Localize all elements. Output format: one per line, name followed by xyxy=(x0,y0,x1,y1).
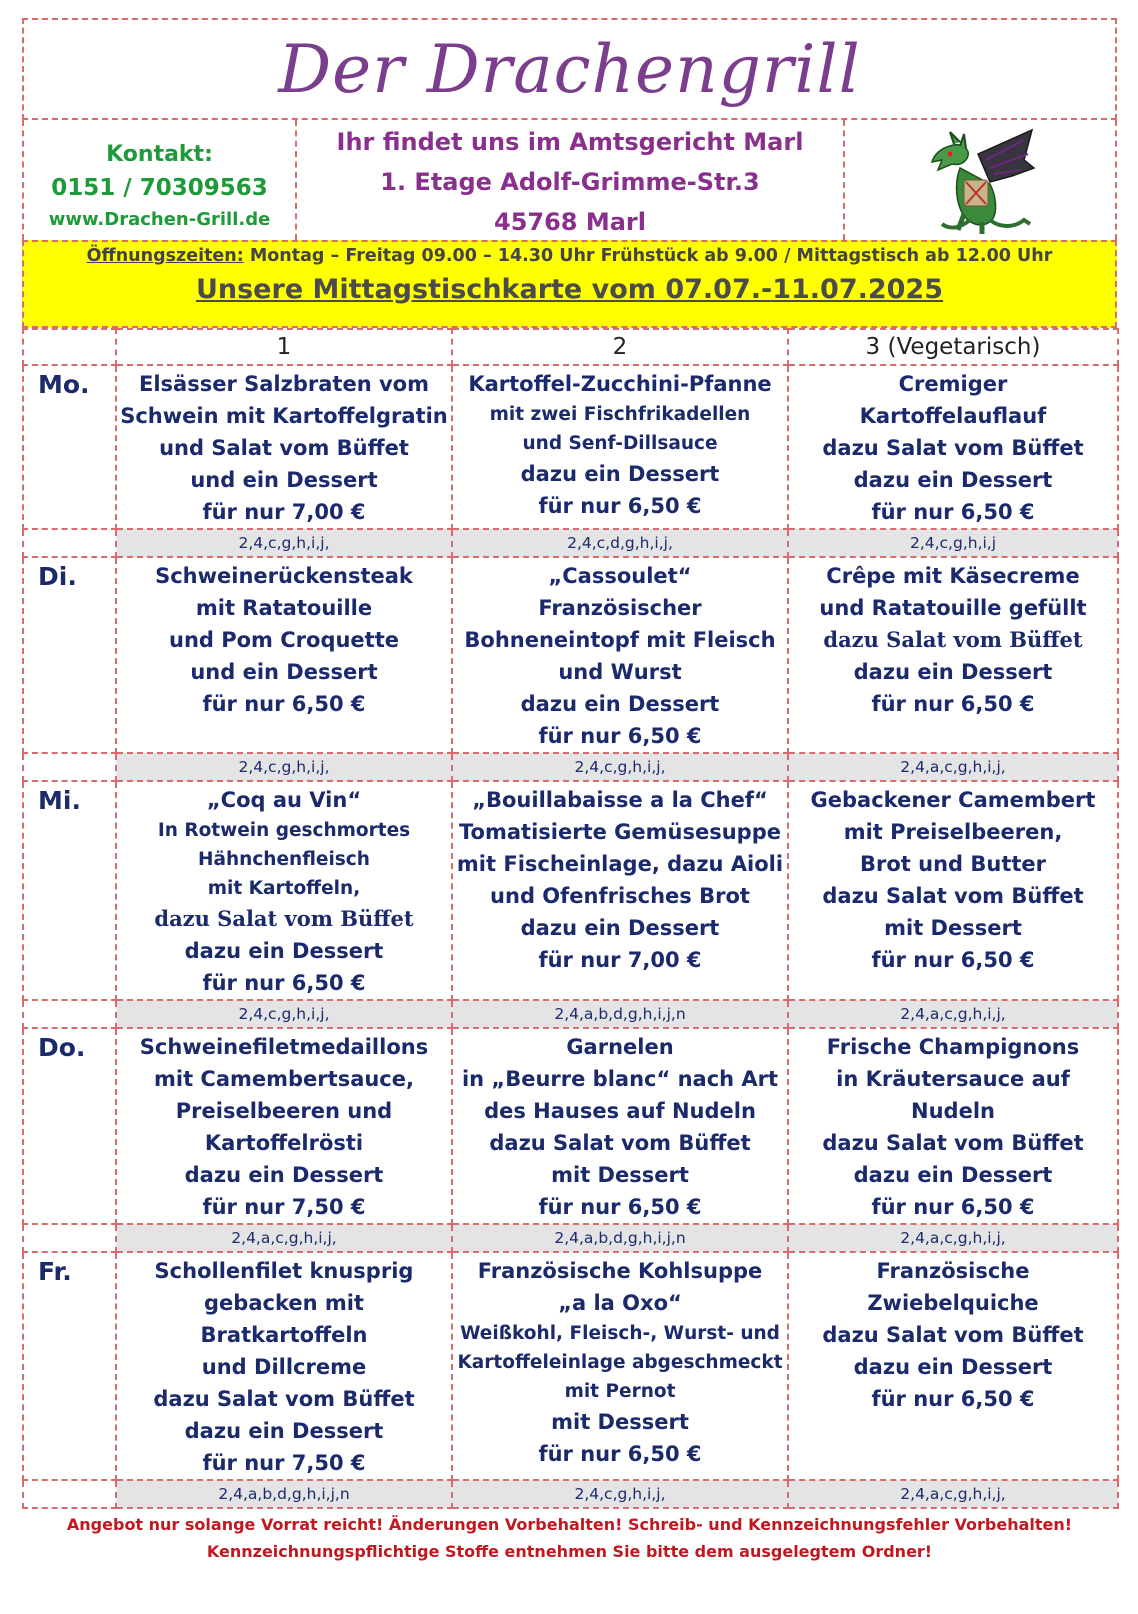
dish-price: für nur 6,50 € xyxy=(871,500,1035,524)
dish-price: für nur 7,50 € xyxy=(202,1195,366,1219)
dish-line: mit Pernot xyxy=(564,1381,676,1402)
dish-line: Kartoffelrösti xyxy=(204,1131,364,1155)
dish-cell xyxy=(788,1252,1118,1480)
hours-label: Öffnungszeiten: xyxy=(86,246,244,266)
dish-line: dazu ein Dessert xyxy=(184,1419,384,1443)
dish-line: Tomatisierte Gemüsesuppe xyxy=(459,820,781,844)
dish-line: Gebackener Camembert xyxy=(810,788,1096,812)
footer xyxy=(22,1511,1117,1565)
menu-row xyxy=(23,365,1118,529)
dish-line: dazu ein Dessert xyxy=(520,692,720,716)
dish-line: des Hauses auf Nudeln xyxy=(484,1099,756,1123)
allergen-spacer xyxy=(23,1480,116,1508)
dish-line: dazu ein Dessert xyxy=(853,660,1053,684)
dish-line: und Wurst xyxy=(558,660,682,684)
dish-line: und Dillcreme xyxy=(201,1355,367,1379)
allergen-codes: 2,4,a,b,d,g,h,i,j,n xyxy=(452,1000,788,1028)
dish-price: für nur 6,50 € xyxy=(538,724,702,748)
dish-line: dazu Salat vom Büffet xyxy=(489,1131,751,1155)
dish-line: mit Kartoffeln, xyxy=(207,878,361,899)
week-title: Unsere Mittagstischkarte vom 07.07.-11.07.2025 xyxy=(195,274,944,305)
allergen-codes: 2,4,c,g,h,i,j, xyxy=(452,1480,788,1508)
dish-line: in Kräutersauce auf xyxy=(836,1067,1070,1091)
allergen-codes: 2,4,c,g,h,i,j, xyxy=(116,529,452,557)
allergen-row xyxy=(23,1480,1118,1508)
allergen-spacer xyxy=(23,1224,116,1252)
allergen-row xyxy=(23,1224,1118,1252)
footer-line-1: Angebot nur solange Vorrat reicht! Änderungen Vorbehalten! Schreib- und Kennzeichnungsfehler Vorbehalten! xyxy=(66,1515,1073,1534)
allergen-spacer xyxy=(23,1000,116,1028)
allergen-codes: 2,4,c,g,h,i,j, xyxy=(116,1000,452,1028)
dish-cell xyxy=(452,781,788,1000)
dish-cell xyxy=(452,1252,788,1480)
dish-line: und Salat vom Büffet xyxy=(159,436,409,460)
dish-price: für nur 7,00 € xyxy=(538,948,702,972)
dish-price: für nur 6,50 € xyxy=(538,494,702,518)
dish-line: „a la Oxo“ xyxy=(558,1291,682,1315)
contact-website[interactable]: www.Drachen-Grill.de xyxy=(48,209,271,230)
dish-line: dazu Salat vom Büffet xyxy=(154,906,414,931)
dish-line: und Pom Croquette xyxy=(169,628,399,652)
dish-line: dazu Salat vom Büffet xyxy=(822,1131,1084,1155)
dish-line: und ein Dessert xyxy=(190,660,378,684)
dish-price: für nur 6,50 € xyxy=(202,971,366,995)
dish-line: Bohneneintopf mit Fleisch xyxy=(464,628,776,652)
dish-line: dazu Salat vom Büffet xyxy=(153,1387,415,1411)
contact-label: Kontakt: xyxy=(106,142,213,167)
title-row xyxy=(22,18,1117,120)
menu-row xyxy=(23,1028,1118,1224)
hours-banner xyxy=(22,240,1117,328)
info-row xyxy=(22,120,1117,240)
dish-line: „Cassoulet“ xyxy=(548,564,692,588)
dish-line: In Rotwein geschmortes xyxy=(157,820,411,841)
dish-cell xyxy=(116,365,452,529)
dish-line: dazu ein Dessert xyxy=(853,1355,1053,1379)
allergen-codes: 2,4,a,b,d,g,h,i,j,n xyxy=(452,1224,788,1252)
day-label: Mi. xyxy=(23,781,116,1000)
dish-line: dazu Salat vom Büffet xyxy=(822,884,1084,908)
menu-sheet xyxy=(22,18,1117,1565)
dish-line: dazu ein Dessert xyxy=(520,916,720,940)
dish-price: für nur 7,00 € xyxy=(202,500,366,524)
dish-price: für nur 6,50 € xyxy=(871,692,1035,716)
dish-line: dazu ein Dessert xyxy=(853,1163,1053,1187)
dish-cell xyxy=(116,557,452,753)
dish-line: Schweinefiletmedaillons xyxy=(139,1035,429,1059)
corner-cell xyxy=(23,329,116,365)
menu-row xyxy=(23,781,1118,1000)
dish-line: dazu Salat vom Büffet xyxy=(822,1323,1084,1347)
dish-price: für nur 6,50 € xyxy=(871,948,1035,972)
dish-cell xyxy=(788,781,1118,1000)
day-label: Fr. xyxy=(23,1252,116,1480)
dish-line: Kartoffel-Zucchini-Pfanne xyxy=(468,372,772,396)
day-label: Di. xyxy=(23,557,116,753)
dish-line: dazu ein Dessert xyxy=(853,468,1053,492)
dragon-icon xyxy=(920,124,1040,236)
dish-line: Elsässer Salzbraten vom xyxy=(139,372,429,396)
column-header-1: 1 xyxy=(116,329,452,365)
dish-line: Nudeln xyxy=(911,1099,995,1123)
dish-line: Crêpe mit Käsecreme xyxy=(826,564,1080,588)
dish-line: Brot und Butter xyxy=(859,852,1047,876)
dish-price: für nur 6,50 € xyxy=(538,1195,702,1219)
dish-price: für nur 6,50 € xyxy=(871,1195,1035,1219)
dish-line: „Bouillabaisse a la Chef“ xyxy=(472,788,768,812)
dish-line: Zwiebelquiche xyxy=(867,1291,1039,1315)
dish-line: Hähnchenfleisch xyxy=(198,849,370,870)
dish-cell xyxy=(788,557,1118,753)
dish-cell xyxy=(788,1028,1118,1224)
dish-line: Preiselbeeren und xyxy=(175,1099,393,1123)
day-label: Mo. xyxy=(23,365,116,529)
allergen-spacer xyxy=(23,753,116,781)
dish-line: dazu ein Dessert xyxy=(184,939,384,963)
dish-line: dazu Salat vom Büffet xyxy=(822,436,1084,460)
contact-block xyxy=(24,120,297,240)
menu-row xyxy=(23,1252,1118,1480)
dish-line: Schweinerückensteak xyxy=(155,564,413,588)
dish-line: dazu Salat vom Büffet xyxy=(823,627,1083,652)
dish-line: mit Camembertsauce, xyxy=(154,1067,414,1091)
footer-line-2: Kennzeichnungspflichtige Stoffe entnehmen Sie bitte dem ausgelegtem Ordner! xyxy=(206,1542,933,1561)
dish-line: Frische Champignons xyxy=(826,1035,1080,1059)
address-line-2: 1. Etage Adolf-Grimme-Str.3 xyxy=(380,168,760,196)
allergen-spacer xyxy=(23,529,116,557)
column-header-3: 3 (Vegetarisch) xyxy=(788,329,1118,365)
menu-table xyxy=(22,328,1119,1509)
allergen-codes: 2,4,c,g,h,i,j xyxy=(788,529,1118,557)
allergen-codes: 2,4,c,g,h,i,j, xyxy=(116,753,452,781)
dish-line: Schwein mit Kartoffelgratin xyxy=(120,404,448,428)
column-header-2: 2 xyxy=(452,329,788,365)
allergen-codes: 2,4,a,c,g,h,i,j, xyxy=(788,753,1118,781)
dish-line: Französische xyxy=(876,1259,1030,1283)
dish-price: für nur 6,50 € xyxy=(871,1387,1035,1411)
dish-line: und Ratatouille gefüllt xyxy=(819,596,1087,620)
column-header-row xyxy=(23,329,1118,365)
dish-cell xyxy=(452,1028,788,1224)
dish-line: Schollenfilet knusprig xyxy=(154,1259,414,1283)
dish-line: mit Dessert xyxy=(884,916,1022,940)
dish-line: dazu ein Dessert xyxy=(184,1163,384,1187)
dish-line: in „Beurre blanc“ nach Art xyxy=(461,1067,779,1091)
dish-price: für nur 7,50 € xyxy=(202,1451,366,1475)
address-block xyxy=(297,120,845,240)
dish-cell xyxy=(116,781,452,1000)
dish-line: mit Dessert xyxy=(551,1163,689,1187)
dish-price: für nur 6,50 € xyxy=(538,1442,702,1466)
dish-line: Französischer xyxy=(538,596,702,620)
dish-line: und ein Dessert xyxy=(190,468,378,492)
allergen-row xyxy=(23,753,1118,781)
logo-cell xyxy=(845,120,1115,240)
dish-line: mit zwei Fischfrikadellen xyxy=(489,404,751,425)
dish-line: und Senf-Dillsauce xyxy=(522,433,718,454)
dish-line: und Ofenfrisches Brot xyxy=(490,884,750,908)
dish-line: Kartoffelauflauf xyxy=(859,404,1047,428)
restaurant-title: Der Drachengrill xyxy=(278,30,861,108)
dish-price: für nur 6,50 € xyxy=(202,692,366,716)
dish-line: mit Dessert xyxy=(551,1410,689,1434)
allergen-codes: 2,4,a,c,g,h,i,j, xyxy=(788,1224,1118,1252)
dish-cell xyxy=(452,557,788,753)
allergen-codes: 2,4,a,b,d,g,h,i,j,n xyxy=(116,1480,452,1508)
dish-cell xyxy=(116,1252,452,1480)
hours-text: Montag – Freitag 09.00 – 14.30 Uhr Frühstück ab 9.00 / Mittagstisch ab 12.00 Uhr xyxy=(243,246,1053,266)
menu-row xyxy=(23,557,1118,753)
allergen-row xyxy=(23,1000,1118,1028)
dish-line: Garnelen xyxy=(566,1035,674,1059)
dish-line: gebacken mit Bratkartoffeln xyxy=(200,1291,368,1347)
allergen-row xyxy=(23,529,1118,557)
opening-hours xyxy=(24,242,1115,266)
dish-cell xyxy=(788,365,1118,529)
dish-cell xyxy=(116,1028,452,1224)
dish-line: Cremiger xyxy=(898,372,1008,396)
allergen-codes: 2,4,a,c,g,h,i,j, xyxy=(788,1480,1118,1508)
dish-line: mit Preiselbeeren, xyxy=(843,820,1063,844)
dish-line: dazu ein Dessert xyxy=(520,462,720,486)
day-label: Do. xyxy=(23,1028,116,1224)
dish-line: Französische Kohlsuppe xyxy=(477,1259,763,1283)
allergen-codes: 2,4,c,d,g,h,i,j, xyxy=(452,529,788,557)
allergen-codes: 2,4,a,c,g,h,i,j, xyxy=(116,1224,452,1252)
address-line-1: Ihr findet uns im Amtsgericht Marl xyxy=(336,128,804,156)
address-line-3: 45768 Marl xyxy=(494,208,646,236)
dish-line: Kartoffeleinlage abgeschmeckt xyxy=(457,1352,783,1373)
allergen-codes: 2,4,a,c,g,h,i,j, xyxy=(788,1000,1118,1028)
dish-line: mit Fischeinlage, dazu Aioli xyxy=(456,852,784,876)
dish-line: Weißkohl, Fleisch-, Wurst- und xyxy=(460,1323,780,1344)
allergen-codes: 2,4,c,g,h,i,j, xyxy=(452,753,788,781)
contact-phone[interactable]: 0151 / 70309563 xyxy=(51,175,268,201)
dish-line: mit Ratatouille xyxy=(195,596,373,620)
dish-line: „Coq au Vin“ xyxy=(206,788,362,812)
dish-cell xyxy=(452,365,788,529)
